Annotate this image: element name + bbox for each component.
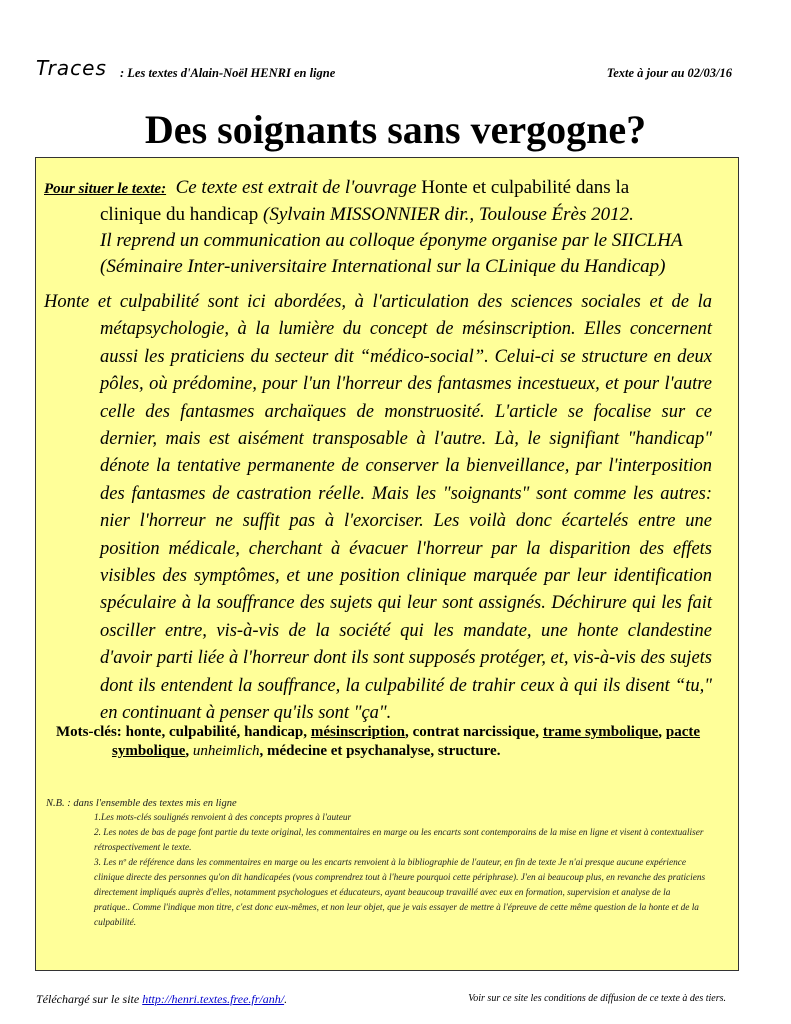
header-date: Texte à jour au 02/03/16 [606, 66, 732, 80]
keyword-trame-symbolique: trame symbolique [542, 724, 659, 740]
header-subtitle: : Les textes d'Alain-Noël HENRI en ligne [120, 66, 336, 80]
keywords-label: Mots-clés: [56, 724, 122, 740]
keywords-block [56, 723, 700, 761]
keyword-unheimlich: unheimlich [192, 743, 260, 759]
intro-line-3: Il reprend un communication au colloque éponyme organise par le SIICLHA [100, 230, 683, 251]
note-3: 3. Les nº de référence dans les commentaires en marge ou les encarts renvoient à la bibliographie de l'auteur, en fin de texte Je n'ai presque aucune expérience clinique directe des personnes qu'on dit handicapées (vous comprendrez tout à l'heure pourquoi cette périphrase). J'en ai beaucoup plus, en revanche des praticiens directement impliqués auprès d'elles, notamment psychologues et éducateurs, ayant beaucoup travaillé avec eux en formation, supervision et analyse de la pratique.. Comme l'indique mon titre, c'est donc eux-mêmes, et non leur objet, que je vais essayer de mettre à l'épreuve de cette même question de la honte et de la culpabilité. [94, 858, 706, 928]
intro-line-2 [44, 202, 716, 228]
keyword-plain-3: , médecine et psychanalyse, structure. [259, 743, 501, 759]
intro-text-b: (Sylvain MISSONNIER dir., Toulouse Érès 2012. [263, 204, 634, 225]
traces-logo: Traces [36, 56, 107, 80]
intro-text-a: Ce texte est extrait de l'ouvrage [175, 177, 417, 198]
note-2: 2. Les notes de bas de page font partie du texte original, les commentaires en marge ou les encarts sont contemporains de la mise en ligne et visent à contextualiser rétrospectivement le texte. [94, 828, 704, 853]
page-header [36, 56, 736, 84]
abstract-paragraph [44, 289, 712, 728]
keyword-sep-2: , [185, 743, 190, 759]
footer-left-end: . [284, 992, 288, 1006]
keyword-sep-1: , [658, 724, 663, 740]
footer-conditions: Voir sur ce site les conditions de diffusion de ce texte à des tiers. [468, 993, 726, 1004]
notes-nb: N.B. : dans l'ensemble des textes mis en ligne [46, 798, 237, 809]
intro-paragraph [44, 175, 716, 280]
footer-left-text: Téléchargé sur le site [36, 992, 140, 1006]
intro-line-4: (Séminaire Inter-universitaire International sur la CLinique du Handicap) [100, 256, 666, 277]
abstract-text: Honte et culpabilité sont ici abordées, à l'articulation des sciences sociales et de la métapsychologie, à la lumière du concept de mésinscription. Elles concernent aussi les praticiens du secteur dit “médico-social”. Celui-ci se structure en deux pôles, où prédomine, pour l'un l'horreur des fantasmes incestueux, et pour l'autre celle des fantasmes archaïques de monstruosité. L'article se focalise sur ce dernier, mais est aisément transposable à l'autre. Là, le signifiant "handicap" dénote la tentative permanente de conserver la bienveillance, par l'interposition des fantasmes de castration réelle. Mais les "soignants" sont comme les autres: nier l'horreur ne suffit pas à l'exorciser. Les voilà donc écartelés entre une position médicale, cherchant à évacuer l'horreur par la disparition des effets visibles des symptômes, et une position clinique marquée par leur identification spéculaire à la souffrance des sujets qui leur sont assignés. Déchirure qui les fait osciller entre, vis-à-vis de la société qui les mandate, une honte clandestine d'avoir parti liée à l'horreur dont ils sont supposés protéger, et, vis-à-vis des sujets dont ils entendent la souffrance, la culpabilité de trahir ceux à qui ils disent “tu," en continuant à penser qu'ils sont "ça". [44, 292, 712, 724]
footer-download [36, 992, 287, 1007]
keyword-plain-2: , contrat narcissique, [405, 724, 540, 740]
summary-box [35, 157, 739, 971]
book-title-1: Honte et culpabilité dans la [421, 177, 630, 198]
document-title: Des soignants sans vergogne? [144, 107, 647, 152]
site-link[interactable]: http://henri.textes.free.fr/anh/ [142, 992, 285, 1006]
note-1: 1.Les mots-clés soulignés renvoient à des concepts propres à l'auteur [94, 813, 352, 823]
keywords-body [56, 723, 700, 761]
keyword-mesinscription: mésinscription [310, 724, 406, 740]
intro-label: Pour situer le texte: [44, 181, 167, 197]
keyword-pacte-symbolique: pacte symbolique [112, 724, 701, 759]
book-title-2: clinique du handicap [100, 204, 259, 225]
keyword-plain-1: honte, culpabilité, handicap, [125, 724, 308, 740]
notes-block [46, 796, 706, 931]
